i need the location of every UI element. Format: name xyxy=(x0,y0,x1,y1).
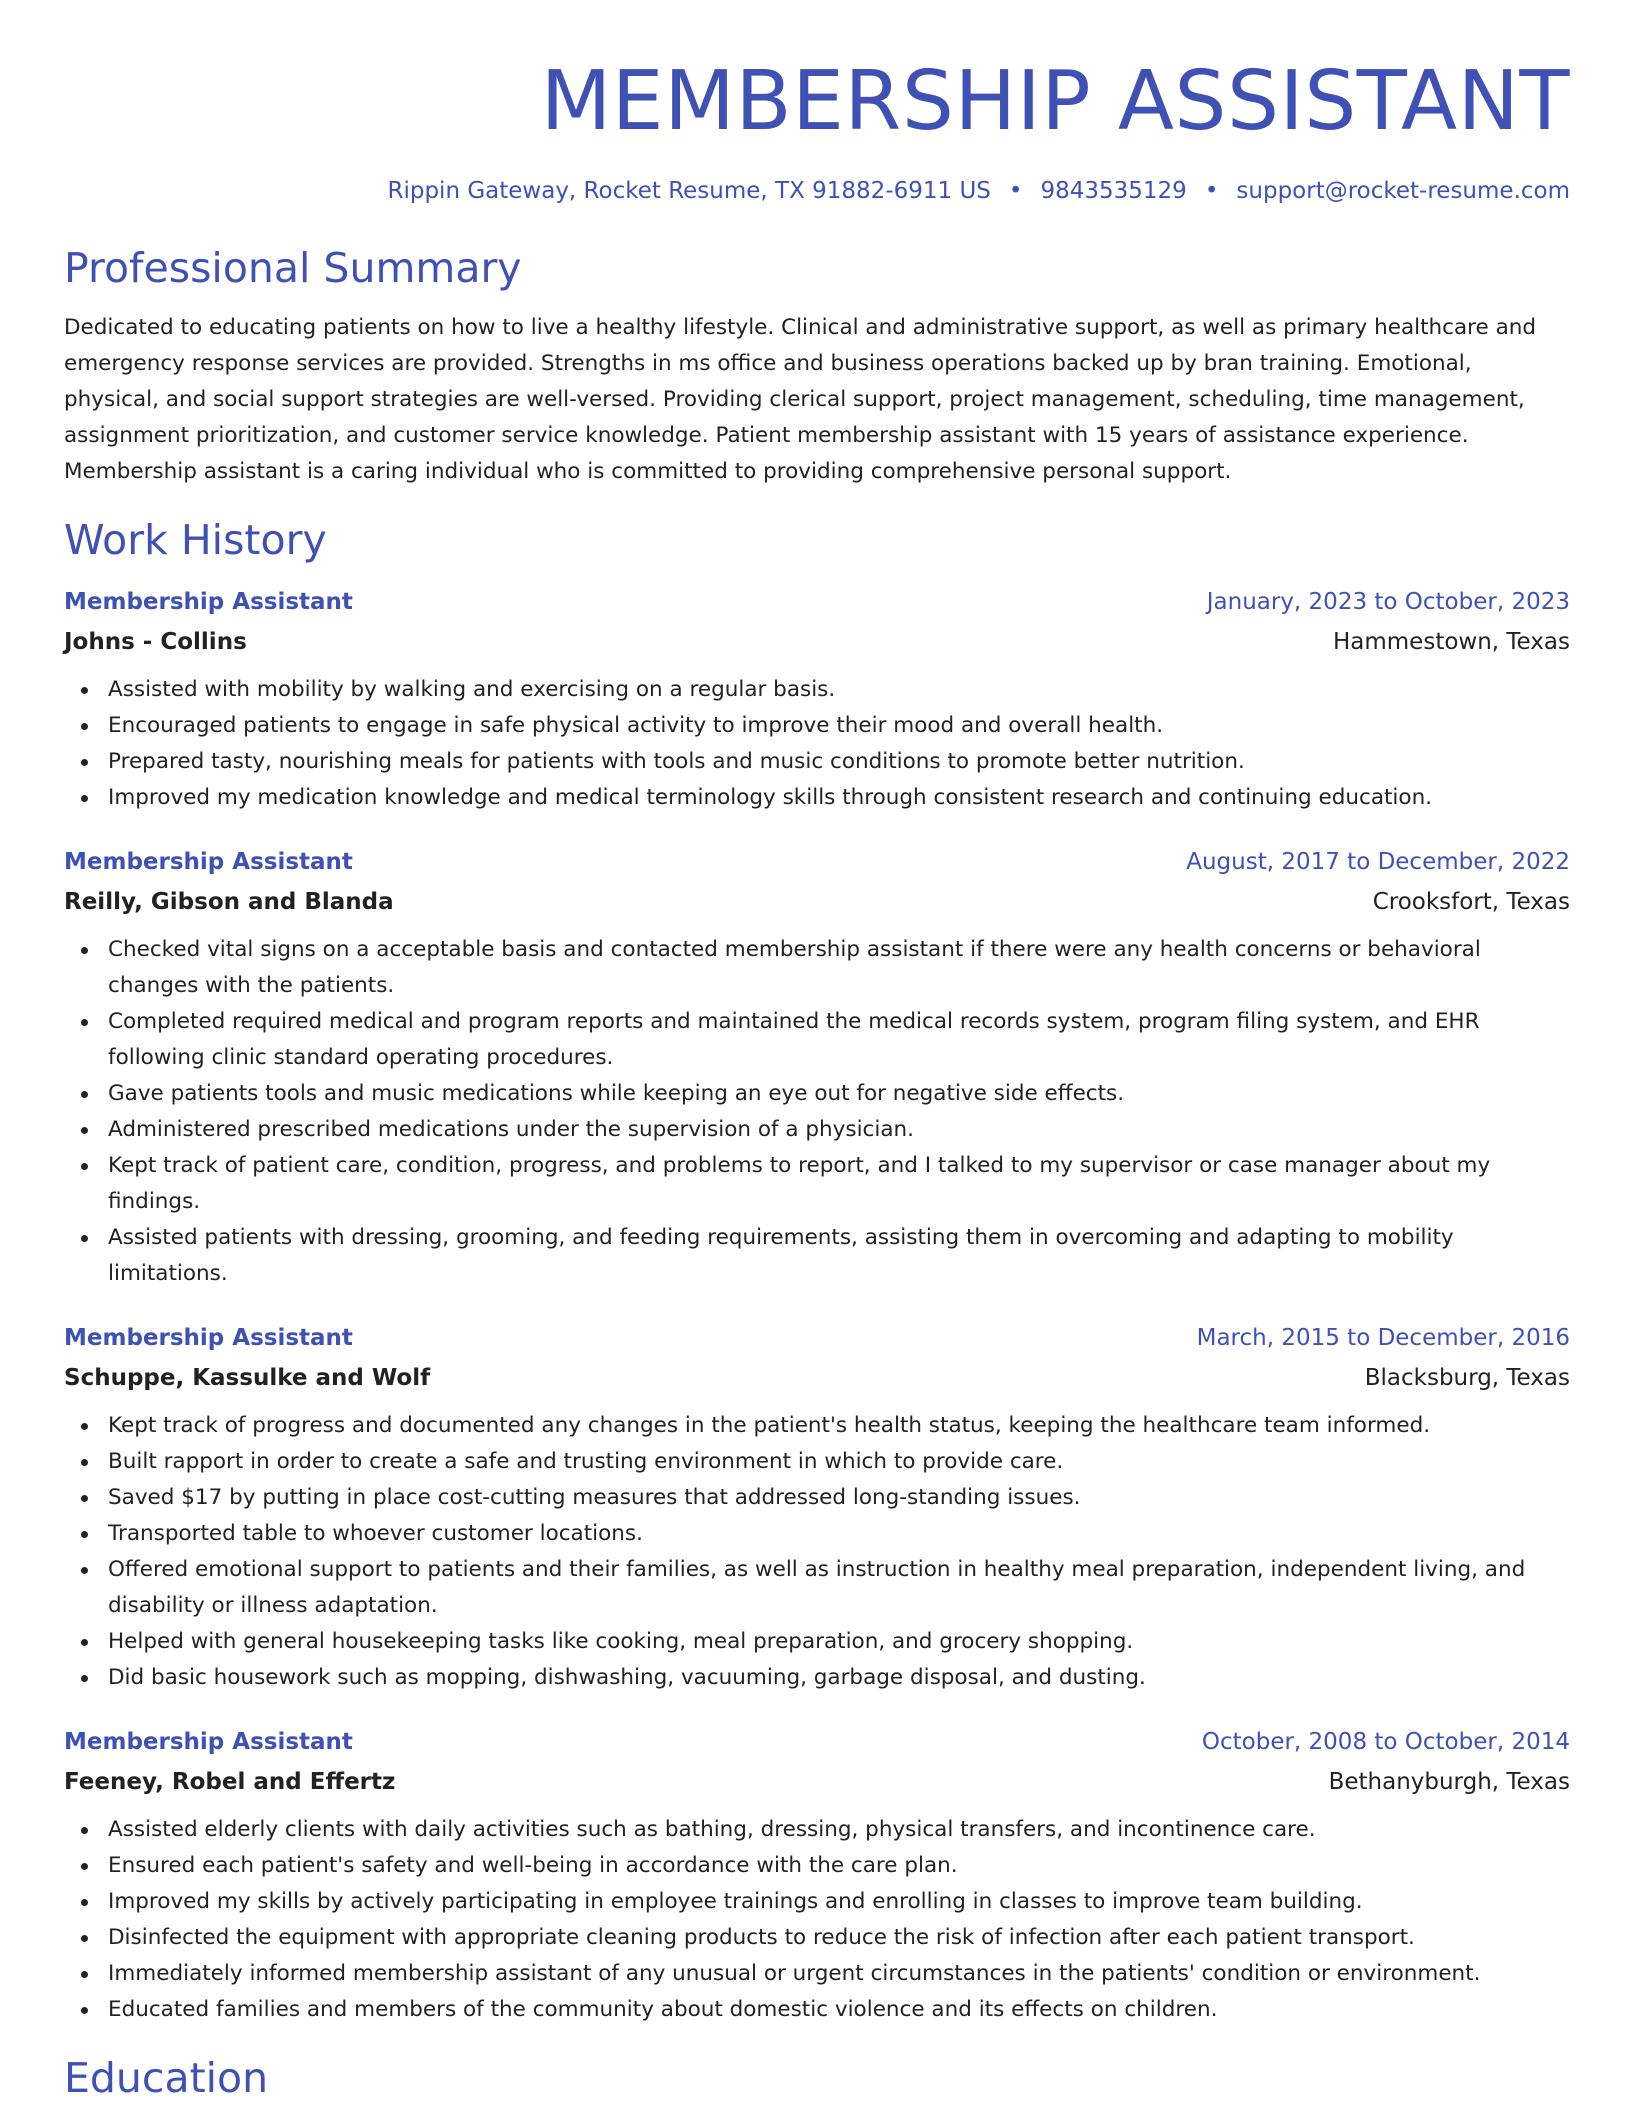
resume-page xyxy=(64,0,1570,2104)
job-bullet: Educated families and members of the community about domestic violence and its effects on children. xyxy=(108,1992,1570,2028)
work-history-list xyxy=(64,582,1570,2028)
job-bullet: Helped with general housekeeping tasks like cooking, meal preparation, and grocery shopping. xyxy=(108,1624,1570,1660)
job-dates: March, 2015 to December, 2016 xyxy=(1196,1325,1570,1351)
job-bullet: Offered emotional support to patients and their families, as well as instruction in healthy meal preparation, independent living, and disability or illness adaptation. xyxy=(108,1552,1570,1624)
job-company-row xyxy=(64,1358,1570,1398)
job-company: Schuppe, Kassulke and Wolf xyxy=(64,1365,431,1391)
job-title-row xyxy=(64,1722,1570,1762)
job-bullet: Administered prescribed medications under the supervision of a physician. xyxy=(108,1112,1570,1148)
job-company: Reilly, Gibson and Blanda xyxy=(64,889,394,915)
job-location: Bethanyburgh, Texas xyxy=(1328,1769,1570,1795)
job-entry xyxy=(64,1722,1570,2028)
contact-phone: 9843535129 xyxy=(1040,178,1187,204)
job-company-row xyxy=(64,882,1570,922)
job-title-row xyxy=(64,842,1570,882)
job-bullet: Completed required medical and program reports and maintained the medical records system, program filing system, and EHR following clinic standard operating procedures. xyxy=(108,1004,1570,1076)
job-title-row xyxy=(64,582,1570,622)
contact-separator: • xyxy=(1008,178,1023,204)
job-bullet: Immediately informed membership assistant of any unusual or urgent circumstances in the patients' condition or environment. xyxy=(108,1956,1570,1992)
job-title: Membership Assistant xyxy=(64,849,353,875)
job-bullet: Gave patients tools and music medications while keeping an eye out for negative side effects. xyxy=(108,1076,1570,1112)
job-bullets xyxy=(64,672,1570,816)
job-bullet: Transported table to whoever customer locations. xyxy=(108,1516,1570,1552)
job-bullet: Prepared tasty, nourishing meals for patients with tools and music conditions to promote better nutrition. xyxy=(108,744,1570,780)
job-bullet: Saved $17 by putting in place cost-cutting measures that addressed long-standing issues. xyxy=(108,1480,1570,1516)
job-bullet: Assisted with mobility by walking and exercising on a regular basis. xyxy=(108,672,1570,708)
job-company: Feeney, Robel and Effertz xyxy=(64,1769,396,1795)
job-company-row xyxy=(64,622,1570,662)
job-location: Blacksburg, Texas xyxy=(1364,1365,1570,1391)
job-title: Membership Assistant xyxy=(64,1729,353,1755)
job-dates: October, 2008 to October, 2014 xyxy=(1201,1729,1570,1755)
job-bullet: Assisted elderly clients with daily activities such as bathing, dressing, physical transfers, and incontinence care. xyxy=(108,1812,1570,1848)
job-bullet: Did basic housework such as mopping, dishwashing, vacuuming, garbage disposal, and dusting. xyxy=(108,1660,1570,1696)
contact-separator: • xyxy=(1204,178,1219,204)
job-bullets xyxy=(64,1812,1570,2028)
job-location: Hammestown, Texas xyxy=(1332,629,1570,655)
job-entry xyxy=(64,842,1570,1292)
job-bullet: Encouraged patients to engage in safe physical activity to improve their mood and overall health. xyxy=(108,708,1570,744)
job-bullet: Ensured each patient's safety and well-being in accordance with the care plan. xyxy=(108,1848,1570,1884)
job-dates: August, 2017 to December, 2022 xyxy=(1186,849,1570,875)
job-entry xyxy=(64,1318,1570,1696)
contact-email: support@rocket-resume.com xyxy=(1236,178,1570,204)
professional-summary-text: Dedicated to educating patients on how to live a healthy lifestyle. Clinical and administrative support, as well as primary healthcare and emergency response services are provided. Strengths in ms office and business operations backed up by bran training. Emotional, physical, and social support strategies are well-versed. Providing clerical support, project management, scheduling, time management, assignment prioritization, and customer service knowledge. Patient membership assistant with 15 years of assistance experience. Membership assistant is a caring individual who is committed to providing comprehensive personal support. xyxy=(64,315,1537,484)
job-company-row xyxy=(64,1762,1570,1802)
job-dates: January, 2023 to October, 2023 xyxy=(1206,589,1570,615)
contact-address: Rippin Gateway, Rocket Resume, TX 91882-6911 US xyxy=(387,178,991,204)
job-bullet: Built rapport in order to create a safe and trusting environment in which to provide care. xyxy=(108,1444,1570,1480)
job-bullet: Checked vital signs on a acceptable basis and contacted membership assistant if there were any health concerns or behavioral changes with the patients. xyxy=(108,932,1570,1004)
resume-name-heading: MEMBERSHIP ASSISTANT xyxy=(540,54,1570,149)
job-company: Johns - Collins xyxy=(64,629,247,655)
job-bullets xyxy=(64,1408,1570,1696)
job-bullet: Improved my skills by actively participating in employee trainings and enrolling in classes to improve team building. xyxy=(108,1884,1570,1920)
professional-summary-heading: Professional Summary xyxy=(64,244,522,292)
education-heading: Education xyxy=(64,2054,269,2102)
job-bullet: Disinfected the equipment with appropriate cleaning products to reduce the risk of infection after each patient transport. xyxy=(108,1920,1570,1956)
contact-line xyxy=(64,176,1570,206)
job-title: Membership Assistant xyxy=(64,1325,353,1351)
job-bullet: Improved my medication knowledge and medical terminology skills through consistent research and continuing education. xyxy=(108,780,1570,816)
job-title: Membership Assistant xyxy=(64,589,353,615)
job-bullet: Kept track of progress and documented any changes in the patient's health status, keeping the healthcare team informed. xyxy=(108,1408,1570,1444)
job-bullet: Kept track of patient care, condition, progress, and problems to report, and I talked to my supervisor or case manager about my findings. xyxy=(108,1148,1570,1220)
job-title-row xyxy=(64,1318,1570,1358)
work-history-heading: Work History xyxy=(64,516,327,564)
job-entry xyxy=(64,582,1570,816)
job-location: Crooksfort, Texas xyxy=(1372,889,1570,915)
job-bullets xyxy=(64,932,1570,1292)
job-bullet: Assisted patients with dressing, grooming, and feeding requirements, assisting them in overcoming and adapting to mobility limitations. xyxy=(108,1220,1570,1292)
